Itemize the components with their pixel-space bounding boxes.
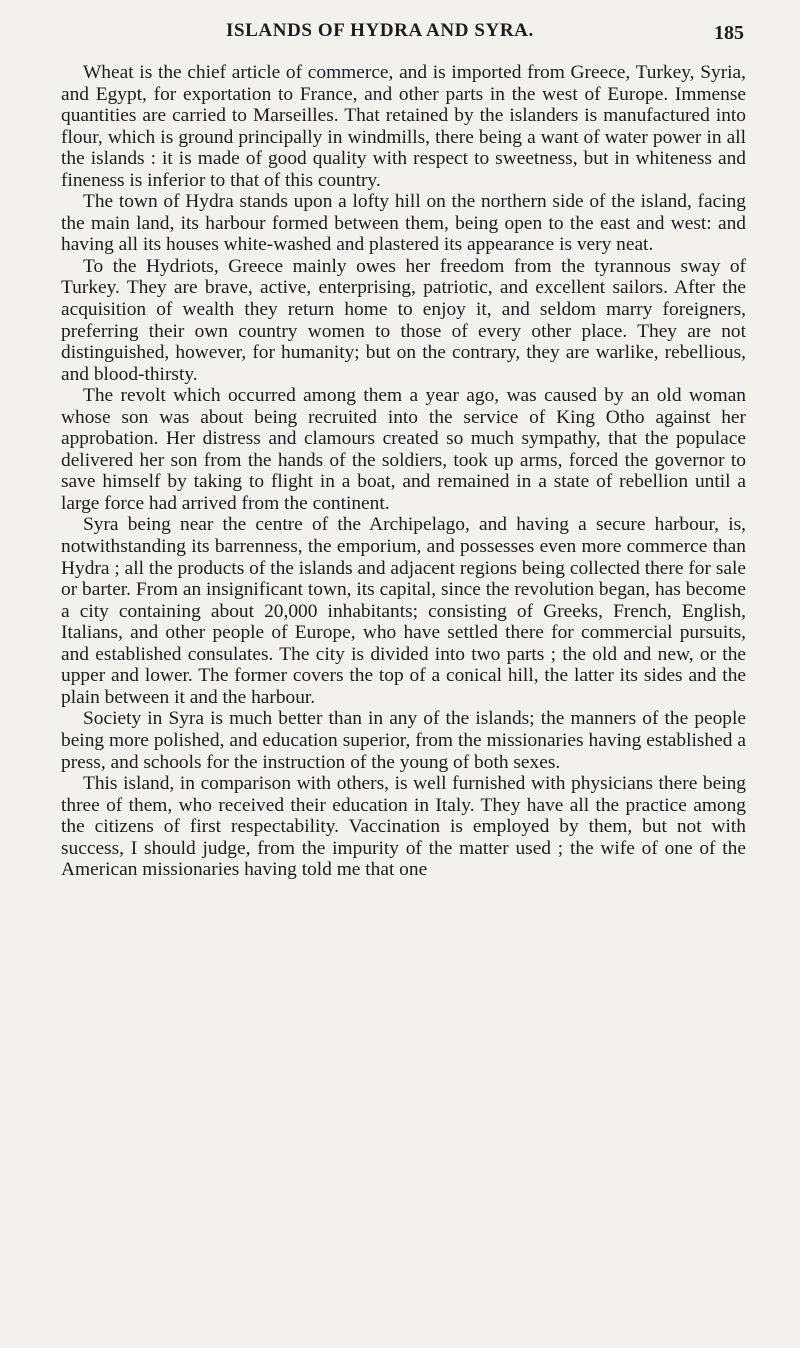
paragraph: This island, in comparison with others, is well furnished with physicians there being three of them, who received their education in Italy. They have all the practice among the citizens of first respectability. Vaccination is employed by them, but not with success, I should judge, from the impurity of the matter used ; the wife of one of the American missionaries having told me that one (61, 773, 746, 881)
paragraph: Society in Syra is much better than in any of the islands; the manners of the people being more polished, and education superior, from the missionaries having established a press, and schools for the instruction of the young of both sexes. (61, 708, 746, 773)
paragraph: Wheat is the chief article of commerce, and is imported from Greece, Turkey, Syria, and Egypt, for exportation to France, and other parts in the west of Europe. Immense quantities are carried to Marseilles. That retained by the islanders is manufactured into flour, which is ground principally in windmills, there being a want of water power in all the islands : it is made of good quality with respect to sweetness, but in whiteness and fineness is inferior to that of this country. (61, 62, 746, 191)
body-text (61, 62, 746, 881)
paragraph: The revolt which occurred among them a year ago, was caused by an old woman whose son was about being recruited into the service of King Otho against her approbation. Her distress and clamours created so much sympathy, that the populace delivered her son from the hands of the soldiers, took up arms, forced the governor to save himself by taking to flight in a boat, and remained in a state of rebellion until a large force had arrived from the continent. (61, 385, 746, 514)
paragraph: Syra being near the centre of the Archipelago, and having a secure harbour, is, notwithstanding its barrenness, the emporium, and possesses even more commerce than Hydra ; all the products of the islands and adjacent regions being collected there for sale or barter. From an insignificant town, its capital, since the revolution began, has become a city containing about 20,000 inhabitants; consisting of Greeks, French, English, Italians, and other people of Europe, who have settled there for commercial pursuits, and established consulates. The city is divided into two parts ; the old and new, or the upper and lower. The former covers the top of a conical hill, the latter its sides and the plain between it and the harbour. (61, 514, 746, 708)
page-header (61, 18, 746, 62)
paragraph: To the Hydriots, Greece mainly owes her freedom from the tyrannous sway of Turkey. They are brave, active, enterprising, patriotic, and excellent sailors. After the acquisition of wealth they return home to enjoy it, and seldom marry foreigners, preferring their own country women to those of every other place. They are not distinguished, however, for humanity; but on the contrary, they are warlike, rebellious, and blood-thirsty. (61, 255, 746, 385)
running-head: ISLANDS OF HYDRA AND SYRA. (226, 20, 534, 41)
paragraph: The town of Hydra stands upon a lofty hill on the northern side of the island, facing the main land, its harbour formed between them, being open to the east and west: and having all its houses white-washed and plastered its appearance is very neat. (61, 191, 746, 256)
page-number: 185 (714, 22, 744, 44)
